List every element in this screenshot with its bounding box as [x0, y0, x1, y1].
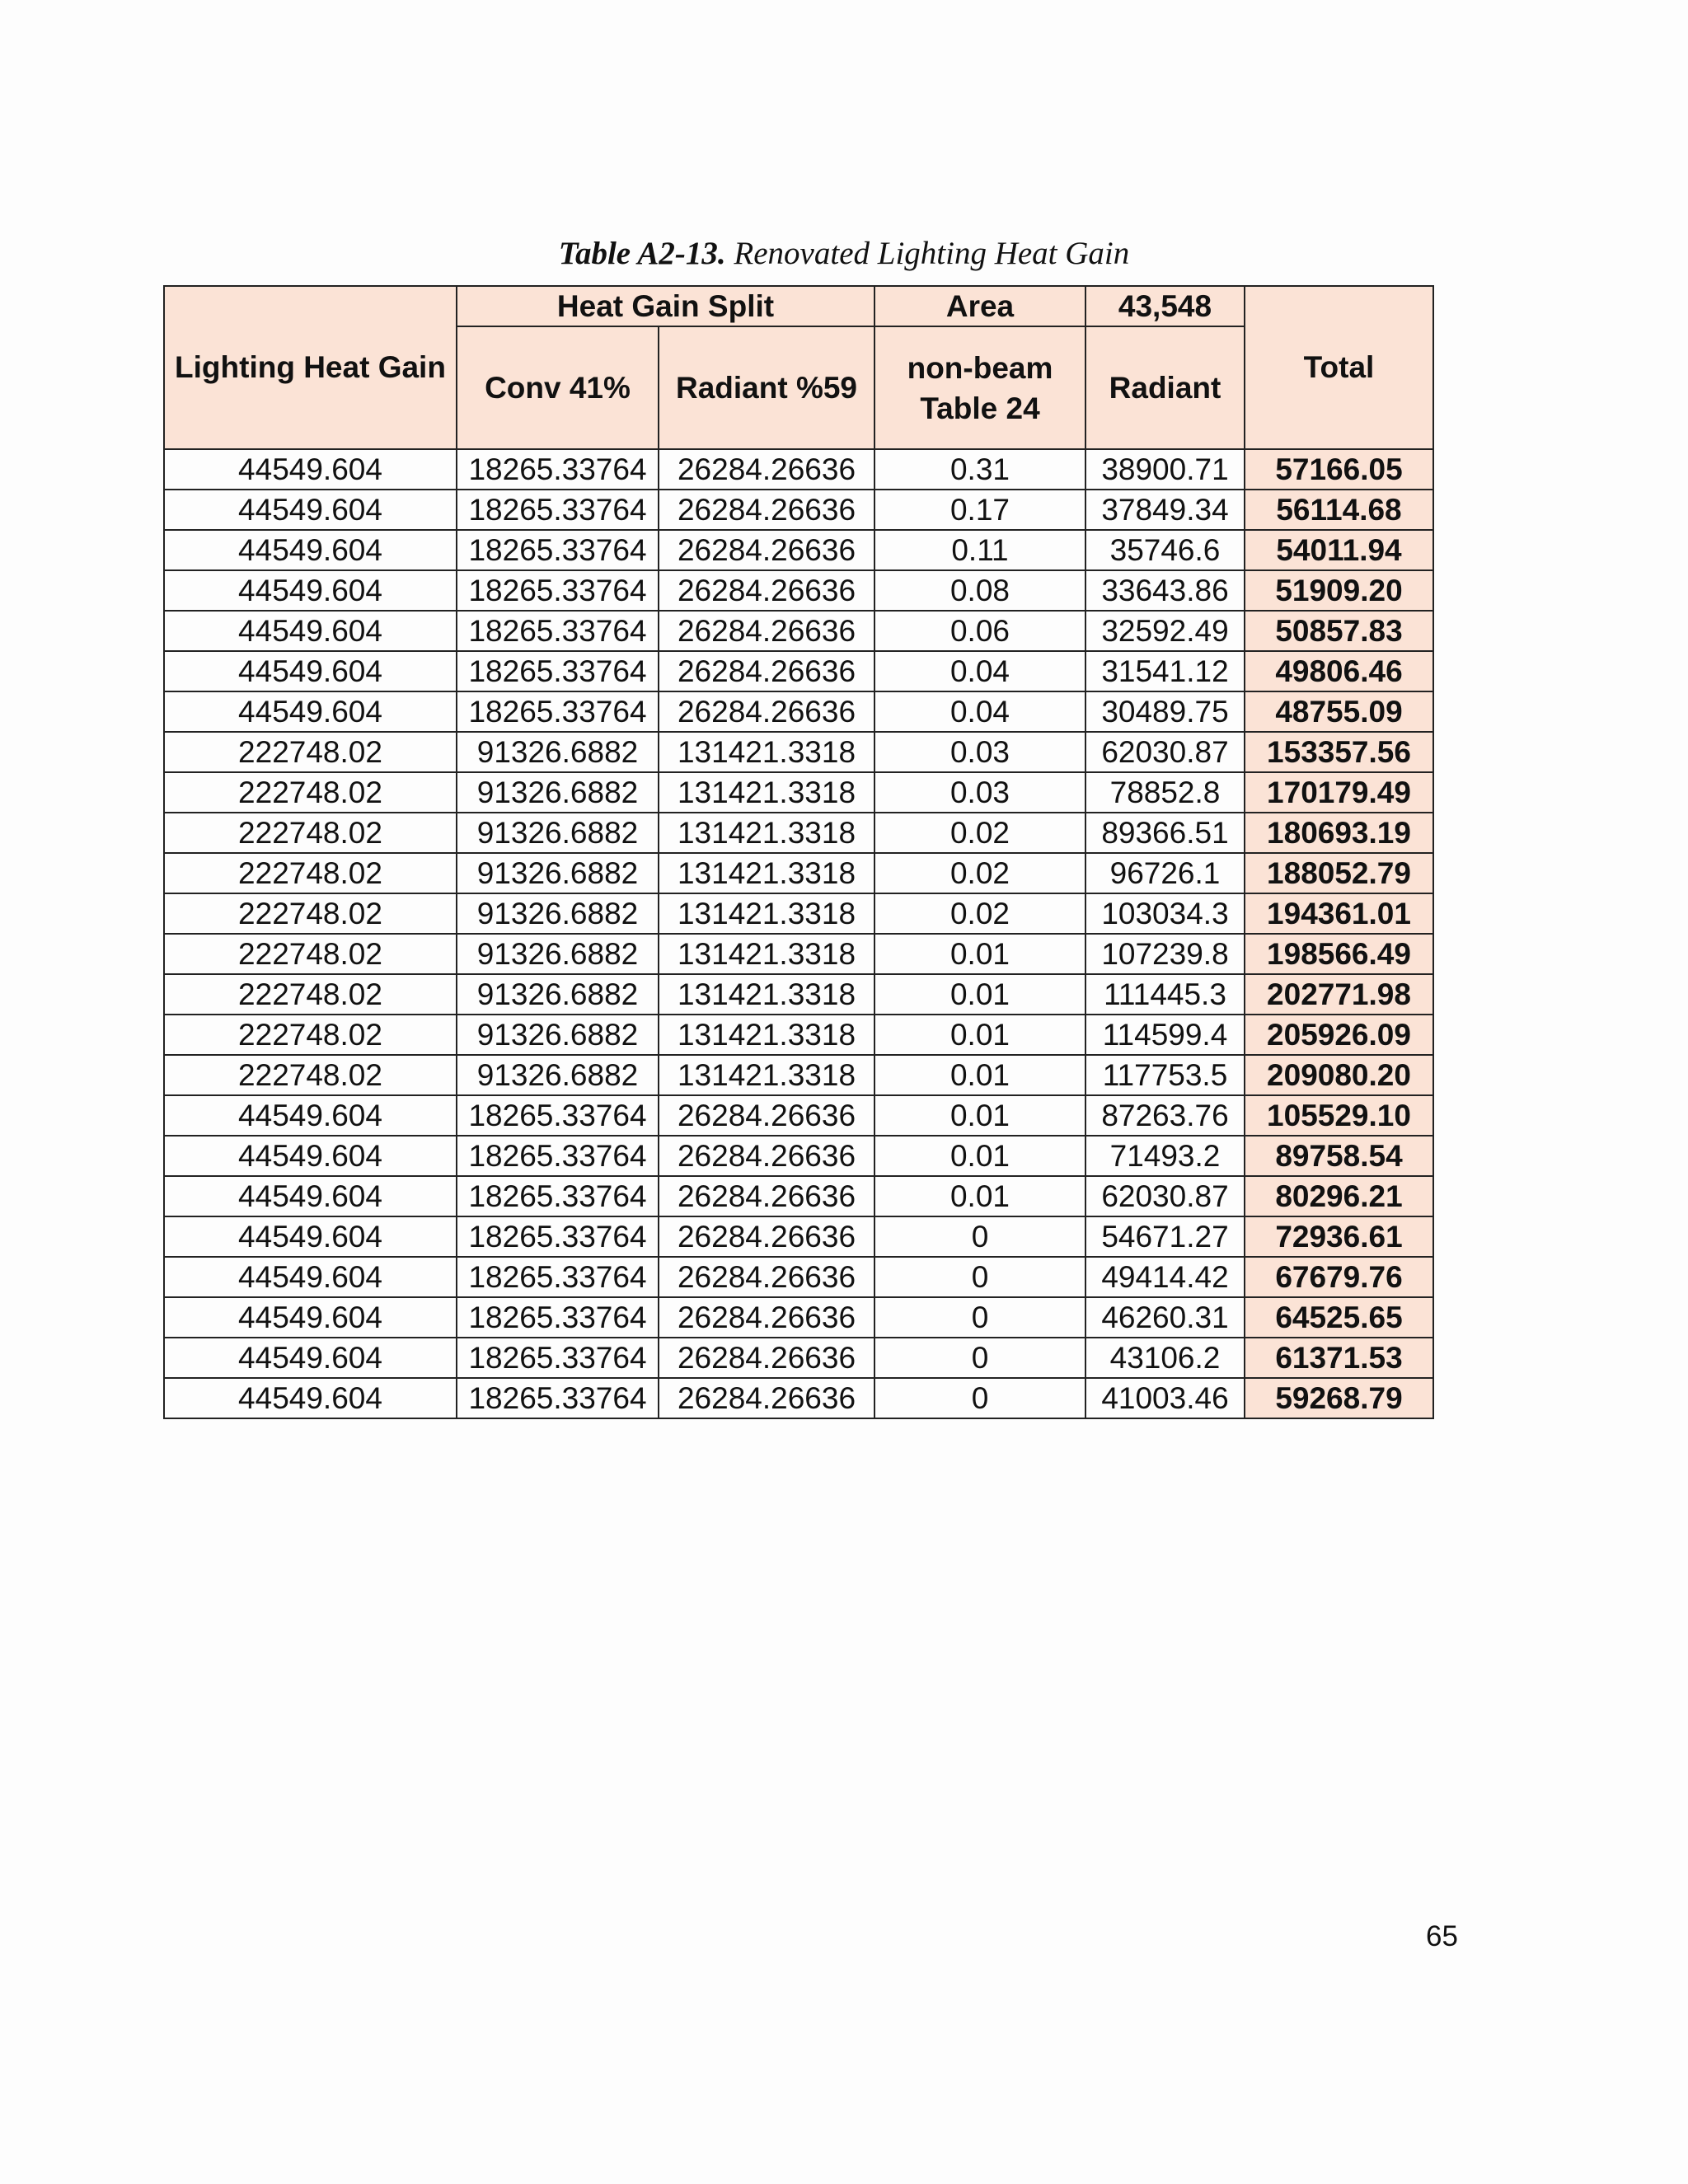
table-row — [164, 893, 1433, 934]
cell-non-beam: 0.02 — [874, 893, 1085, 934]
table-row — [164, 853, 1433, 893]
cell-radiant: 37849.34 — [1085, 490, 1245, 530]
header-area-value: 43,548 — [1085, 286, 1245, 326]
cell-lighting-heat-gain: 222748.02 — [164, 772, 457, 813]
table-row — [164, 1176, 1433, 1216]
table-row — [164, 1378, 1433, 1418]
cell-radiant: 38900.71 — [1085, 449, 1245, 490]
cell-total: 194361.01 — [1245, 893, 1433, 934]
cell-non-beam: 0 — [874, 1297, 1085, 1338]
cell-total: 198566.49 — [1245, 934, 1433, 974]
cell-radiant-pct: 131421.3318 — [659, 813, 874, 853]
cell-non-beam: 0.01 — [874, 974, 1085, 1015]
cell-conv: 18265.33764 — [457, 1297, 659, 1338]
cell-radiant: 103034.3 — [1085, 893, 1245, 934]
cell-conv: 91326.6882 — [457, 934, 659, 974]
cell-conv: 18265.33764 — [457, 530, 659, 570]
cell-total: 67679.76 — [1245, 1257, 1433, 1297]
cell-total: 188052.79 — [1245, 853, 1433, 893]
cell-conv: 91326.6882 — [457, 853, 659, 893]
cell-radiant-pct: 131421.3318 — [659, 893, 874, 934]
cell-lighting-heat-gain: 44549.604 — [164, 691, 457, 732]
cell-radiant-pct: 26284.26636 — [659, 1338, 874, 1378]
cell-lighting-heat-gain: 44549.604 — [164, 1216, 457, 1257]
cell-lighting-heat-gain: 44549.604 — [164, 449, 457, 490]
header-heat-gain-split: Heat Gain Split — [457, 286, 874, 326]
cell-radiant-pct: 26284.26636 — [659, 449, 874, 490]
cell-total: 54011.94 — [1245, 530, 1433, 570]
cell-radiant-pct: 131421.3318 — [659, 934, 874, 974]
table-row — [164, 974, 1433, 1015]
cell-conv: 18265.33764 — [457, 651, 659, 691]
cell-total: 50857.83 — [1245, 611, 1433, 651]
cell-total: 56114.68 — [1245, 490, 1433, 530]
header-non-beam-line2: Table 24 — [920, 391, 1040, 425]
table-row — [164, 611, 1433, 651]
heat-gain-table — [163, 285, 1434, 1419]
cell-non-beam: 0.11 — [874, 530, 1085, 570]
cell-conv: 91326.6882 — [457, 732, 659, 772]
cell-lighting-heat-gain: 222748.02 — [164, 813, 457, 853]
cell-total: 72936.61 — [1245, 1216, 1433, 1257]
cell-total: 49806.46 — [1245, 651, 1433, 691]
table-row — [164, 813, 1433, 853]
cell-radiant-pct: 26284.26636 — [659, 1216, 874, 1257]
table-row — [164, 490, 1433, 530]
cell-conv: 18265.33764 — [457, 1176, 659, 1216]
cell-conv: 18265.33764 — [457, 611, 659, 651]
table-row — [164, 570, 1433, 611]
cell-radiant: 49414.42 — [1085, 1257, 1245, 1297]
cell-non-beam: 0.17 — [874, 490, 1085, 530]
cell-conv: 18265.33764 — [457, 570, 659, 611]
cell-conv: 18265.33764 — [457, 1257, 659, 1297]
cell-conv: 18265.33764 — [457, 1095, 659, 1136]
cell-non-beam: 0.01 — [874, 1095, 1085, 1136]
table-title: Renovated Lighting Heat Gain — [734, 236, 1130, 271]
cell-lighting-heat-gain: 44549.604 — [164, 490, 457, 530]
cell-total: 89758.54 — [1245, 1136, 1433, 1176]
header-total: Total — [1245, 286, 1433, 449]
cell-radiant-pct: 26284.26636 — [659, 1095, 874, 1136]
cell-radiant: 89366.51 — [1085, 813, 1245, 853]
cell-radiant: 62030.87 — [1085, 732, 1245, 772]
cell-total: 202771.98 — [1245, 974, 1433, 1015]
cell-non-beam: 0.01 — [874, 934, 1085, 974]
cell-radiant-pct: 26284.26636 — [659, 1257, 874, 1297]
cell-radiant-pct: 26284.26636 — [659, 691, 874, 732]
cell-radiant-pct: 26284.26636 — [659, 611, 874, 651]
cell-radiant-pct: 26284.26636 — [659, 651, 874, 691]
table-row — [164, 1015, 1433, 1055]
table-body — [164, 449, 1433, 1418]
cell-radiant-pct: 26284.26636 — [659, 1378, 874, 1418]
cell-lighting-heat-gain: 44549.604 — [164, 530, 457, 570]
cell-radiant-pct: 131421.3318 — [659, 1055, 874, 1095]
cell-conv: 91326.6882 — [457, 1015, 659, 1055]
cell-radiant: 30489.75 — [1085, 691, 1245, 732]
cell-total: 170179.49 — [1245, 772, 1433, 813]
table-row — [164, 1257, 1433, 1297]
cell-non-beam: 0.01 — [874, 1055, 1085, 1095]
cell-radiant: 32592.49 — [1085, 611, 1245, 651]
cell-radiant: 31541.12 — [1085, 651, 1245, 691]
table-row — [164, 691, 1433, 732]
cell-lighting-heat-gain: 44549.604 — [164, 1378, 457, 1418]
table-row — [164, 651, 1433, 691]
cell-lighting-heat-gain: 44549.604 — [164, 611, 457, 651]
cell-radiant-pct: 131421.3318 — [659, 974, 874, 1015]
cell-radiant: 78852.8 — [1085, 772, 1245, 813]
cell-lighting-heat-gain: 44549.604 — [164, 570, 457, 611]
cell-radiant: 96726.1 — [1085, 853, 1245, 893]
cell-radiant: 43106.2 — [1085, 1338, 1245, 1378]
header-conv: Conv 41% — [457, 326, 659, 449]
page-number: 65 — [1426, 1920, 1458, 1952]
cell-conv: 91326.6882 — [457, 772, 659, 813]
cell-total: 80296.21 — [1245, 1176, 1433, 1216]
cell-conv: 18265.33764 — [457, 449, 659, 490]
cell-lighting-heat-gain: 44549.604 — [164, 651, 457, 691]
cell-lighting-heat-gain: 222748.02 — [164, 974, 457, 1015]
header-non-beam-line1: non-beam — [907, 350, 1053, 385]
table-row — [164, 449, 1433, 490]
table-row — [164, 934, 1433, 974]
table-row — [164, 1055, 1433, 1095]
cell-non-beam: 0.04 — [874, 651, 1085, 691]
cell-conv: 18265.33764 — [457, 1216, 659, 1257]
cell-lighting-heat-gain: 44549.604 — [164, 1338, 457, 1378]
cell-conv: 18265.33764 — [457, 1378, 659, 1418]
cell-lighting-heat-gain: 222748.02 — [164, 732, 457, 772]
cell-total: 205926.09 — [1245, 1015, 1433, 1055]
cell-non-beam: 0 — [874, 1257, 1085, 1297]
table-row — [164, 1338, 1433, 1378]
cell-total: 61371.53 — [1245, 1338, 1433, 1378]
cell-conv: 18265.33764 — [457, 490, 659, 530]
cell-total: 180693.19 — [1245, 813, 1433, 853]
table-row — [164, 1136, 1433, 1176]
cell-radiant-pct: 26284.26636 — [659, 570, 874, 611]
cell-radiant-pct: 26284.26636 — [659, 530, 874, 570]
cell-radiant: 41003.46 — [1085, 1378, 1245, 1418]
table-label: Table A2-13. — [558, 236, 726, 271]
cell-conv: 91326.6882 — [457, 813, 659, 853]
cell-radiant-pct: 131421.3318 — [659, 853, 874, 893]
table-row — [164, 1216, 1433, 1257]
header-lighting-heat-gain: Lighting Heat Gain — [164, 286, 457, 449]
cell-total: 57166.05 — [1245, 449, 1433, 490]
cell-total: 51909.20 — [1245, 570, 1433, 611]
cell-radiant-pct: 26284.26636 — [659, 1176, 874, 1216]
cell-non-beam: 0.08 — [874, 570, 1085, 611]
cell-non-beam: 0 — [874, 1216, 1085, 1257]
cell-lighting-heat-gain: 44549.604 — [164, 1095, 457, 1136]
cell-lighting-heat-gain: 222748.02 — [164, 934, 457, 974]
cell-non-beam: 0 — [874, 1338, 1085, 1378]
cell-total: 105529.10 — [1245, 1095, 1433, 1136]
header-area: Area — [874, 286, 1085, 326]
cell-radiant: 107239.8 — [1085, 934, 1245, 974]
table-caption — [0, 235, 1688, 272]
cell-non-beam: 0.02 — [874, 853, 1085, 893]
cell-non-beam: 0.31 — [874, 449, 1085, 490]
cell-lighting-heat-gain: 222748.02 — [164, 853, 457, 893]
cell-radiant: 117753.5 — [1085, 1055, 1245, 1095]
cell-lighting-heat-gain: 222748.02 — [164, 1055, 457, 1095]
cell-radiant-pct: 131421.3318 — [659, 1015, 874, 1055]
header-radiant-pct: Radiant %59 — [659, 326, 874, 449]
cell-non-beam: 0.04 — [874, 691, 1085, 732]
cell-total: 209080.20 — [1245, 1055, 1433, 1095]
cell-radiant: 33643.86 — [1085, 570, 1245, 611]
table-row — [164, 1297, 1433, 1338]
cell-total: 153357.56 — [1245, 732, 1433, 772]
cell-total: 59268.79 — [1245, 1378, 1433, 1418]
cell-non-beam: 0.03 — [874, 772, 1085, 813]
cell-non-beam: 0.03 — [874, 732, 1085, 772]
header-radiant: Radiant — [1085, 326, 1245, 449]
cell-non-beam: 0.06 — [874, 611, 1085, 651]
cell-lighting-heat-gain: 44549.604 — [164, 1176, 457, 1216]
cell-radiant: 54671.27 — [1085, 1216, 1245, 1257]
cell-non-beam: 0 — [874, 1378, 1085, 1418]
cell-radiant: 114599.4 — [1085, 1015, 1245, 1055]
cell-conv: 91326.6882 — [457, 1055, 659, 1095]
table-row — [164, 1095, 1433, 1136]
cell-radiant: 71493.2 — [1085, 1136, 1245, 1176]
cell-radiant-pct: 131421.3318 — [659, 732, 874, 772]
cell-radiant-pct: 26284.26636 — [659, 490, 874, 530]
cell-non-beam: 0.02 — [874, 813, 1085, 853]
cell-radiant: 35746.6 — [1085, 530, 1245, 570]
cell-radiant-pct: 26284.26636 — [659, 1297, 874, 1338]
cell-lighting-heat-gain: 222748.02 — [164, 893, 457, 934]
cell-conv: 91326.6882 — [457, 974, 659, 1015]
cell-radiant: 87263.76 — [1085, 1095, 1245, 1136]
cell-lighting-heat-gain: 44549.604 — [164, 1257, 457, 1297]
cell-lighting-heat-gain: 44549.604 — [164, 1136, 457, 1176]
table-row — [164, 772, 1433, 813]
cell-total: 48755.09 — [1245, 691, 1433, 732]
cell-non-beam: 0.01 — [874, 1136, 1085, 1176]
cell-radiant-pct: 26284.26636 — [659, 1136, 874, 1176]
cell-total: 64525.65 — [1245, 1297, 1433, 1338]
cell-conv: 18265.33764 — [457, 1338, 659, 1378]
table-row — [164, 732, 1433, 772]
cell-lighting-heat-gain: 222748.02 — [164, 1015, 457, 1055]
cell-radiant-pct: 131421.3318 — [659, 772, 874, 813]
cell-non-beam: 0.01 — [874, 1176, 1085, 1216]
table-row — [164, 530, 1433, 570]
cell-radiant: 111445.3 — [1085, 974, 1245, 1015]
cell-conv: 91326.6882 — [457, 893, 659, 934]
cell-radiant: 46260.31 — [1085, 1297, 1245, 1338]
cell-radiant: 62030.87 — [1085, 1176, 1245, 1216]
cell-lighting-heat-gain: 44549.604 — [164, 1297, 457, 1338]
cell-conv: 18265.33764 — [457, 1136, 659, 1176]
cell-conv: 18265.33764 — [457, 691, 659, 732]
cell-non-beam: 0.01 — [874, 1015, 1085, 1055]
header-non-beam — [874, 326, 1085, 449]
